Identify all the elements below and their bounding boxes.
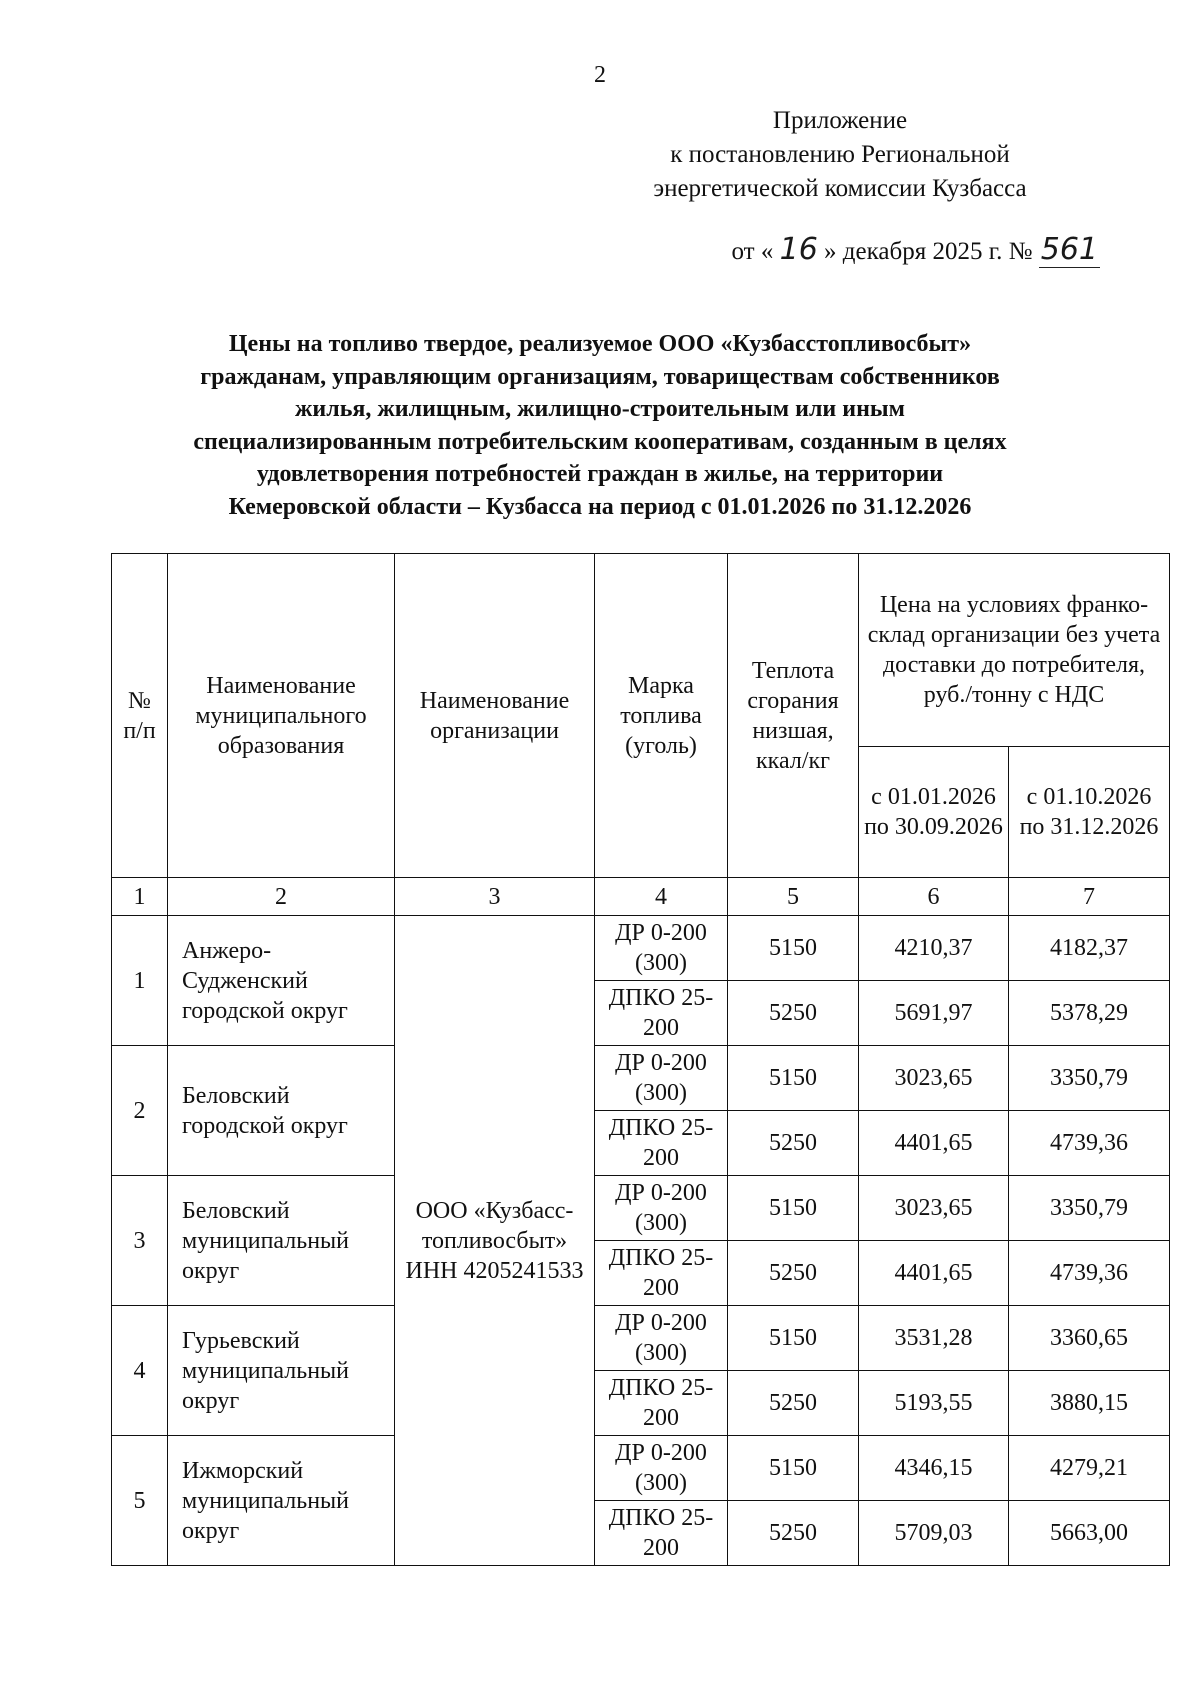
col-number: 6 [859, 878, 1009, 916]
table-row [112, 916, 1170, 981]
heat-value: 5250 [728, 1111, 859, 1176]
fuel-brand: ДР 0-200 (300) [595, 916, 728, 981]
fuel-brand: ДПКО 25-200 [595, 981, 728, 1046]
decree-day-handwritten: 16 [779, 232, 818, 267]
fuel-brand: ДР 0-200 (300) [595, 1046, 728, 1111]
appendix-line: энергетической комиссии Кузбасса [653, 175, 1027, 202]
col-number: 5 [728, 878, 859, 916]
price-period-2: 4182,37 [1009, 916, 1170, 981]
municipality-name: Беловский муниципальный округ [168, 1176, 395, 1306]
price-period-2: 5663,00 [1009, 1501, 1170, 1566]
municipality-name: Гурьевский муниципальный округ [168, 1306, 395, 1436]
heat-value: 5250 [728, 1241, 859, 1306]
price-period-2: 4739,36 [1009, 1241, 1170, 1306]
fuel-brand: ДПКО 25-200 [595, 1501, 728, 1566]
title-line: Кемеровской области – Кузбасса на период с 01.01.2026 по 31.12.2026 [228, 493, 972, 520]
row-number: 3 [112, 1176, 168, 1306]
fuel-brand: ДПКО 25-200 [595, 1241, 728, 1306]
price-period-1: 4401,65 [859, 1241, 1009, 1306]
heat-value: 5150 [728, 1436, 859, 1501]
header-organization: Наименование организации [395, 554, 595, 878]
price-period-2: 5378,29 [1009, 981, 1170, 1046]
heat-value: 5250 [728, 981, 859, 1046]
header-brand: Марка топлива (уголь) [595, 554, 728, 878]
heat-value: 5150 [728, 1046, 859, 1111]
municipality-name: Ижморский муниципальный округ [168, 1436, 395, 1566]
price-period-2: 3350,79 [1009, 1046, 1170, 1111]
organization-name: ООО «Кузбасс-топливосбыт» ИНН 4205241533 [395, 916, 595, 1566]
fuel-brand: ДР 0-200 (300) [595, 1176, 728, 1241]
price-period-2: 4739,36 [1009, 1111, 1170, 1176]
price-period-1: 5709,03 [859, 1501, 1009, 1566]
row-number: 1 [112, 916, 168, 1046]
price-period-1: 4401,65 [859, 1111, 1009, 1176]
price-period-1: 5691,97 [859, 981, 1009, 1046]
col-number: 3 [395, 878, 595, 916]
decree-prefix: от « [731, 238, 774, 265]
price-period-2: 3350,79 [1009, 1176, 1170, 1241]
row-number: 2 [112, 1046, 168, 1176]
appendix-line: Приложение [772, 107, 908, 134]
municipality-name: Беловский городской округ [168, 1046, 395, 1176]
price-period-1: 3531,28 [859, 1306, 1009, 1371]
header-municipality: Наименование муниципального образования [168, 554, 395, 878]
col-number: 1 [112, 878, 168, 916]
title-line: Цены на топливо твердое, реализуемое ООО «Кузбасстопливосбыт» [228, 331, 972, 357]
header-price: Цена на условиях франко-склад организации без учета доставки до потребителя, руб./тонну с НДС [859, 554, 1170, 747]
fuel-brand: ДР 0-200 (300) [595, 1436, 728, 1501]
document-title [100, 328, 1100, 523]
appendix-block [620, 104, 1060, 206]
title-line: удовлетворения потребностей граждан в жилье, на территории [256, 461, 944, 487]
table-row [112, 1046, 1170, 1111]
heat-value: 5150 [728, 1176, 859, 1241]
price-period-1: 4346,15 [859, 1436, 1009, 1501]
municipality-name: Анжеро-Судженский городской округ [168, 916, 395, 1046]
row-number: 5 [112, 1436, 168, 1566]
table-row [112, 1306, 1170, 1371]
price-period-1: 4210,37 [859, 916, 1009, 981]
fuel-brand: ДПКО 25-200 [595, 1371, 728, 1436]
col-number: 7 [1009, 878, 1170, 916]
price-period-1: 5193,55 [859, 1371, 1009, 1436]
price-period-2: 3880,15 [1009, 1371, 1170, 1436]
heat-value: 5250 [728, 1501, 859, 1566]
price-period-2: 4279,21 [1009, 1436, 1170, 1501]
title-line: жилья, жилищным, жилищно-строительным или иным [295, 396, 905, 422]
page-number: 2 [594, 62, 606, 88]
title-line: гражданам, управляющим организациям, товариществам собственников [200, 363, 1000, 390]
header-period-1: с 01.01.2026 по 30.09.2026 [859, 747, 1009, 878]
fuel-brand: ДПКО 25-200 [595, 1111, 728, 1176]
table-row [112, 1176, 1170, 1241]
price-period-1: 3023,65 [859, 1046, 1009, 1111]
decree-number-handwritten: 561 [1040, 232, 1098, 267]
appendix-line: к постановлению Региональной [670, 141, 1010, 168]
row-number: 4 [112, 1306, 168, 1436]
col-number: 2 [168, 878, 395, 916]
heat-value: 5150 [728, 1306, 859, 1371]
title-line: специализированным потребительским кооперативам, созданным в целях [193, 428, 1007, 455]
table-row [112, 1436, 1170, 1501]
fuel-brand: ДР 0-200 (300) [595, 1306, 728, 1371]
header-heat: Теплота сгорания низшая, ккал/кг [728, 554, 859, 878]
price-table [111, 553, 1170, 1566]
header-period-2: с 01.10.2026 по 31.12.2026 [1009, 747, 1170, 878]
heat-value: 5250 [728, 1371, 859, 1436]
heat-value: 5150 [728, 916, 859, 981]
price-period-2: 3360,65 [1009, 1306, 1170, 1371]
price-period-1: 3023,65 [859, 1176, 1009, 1241]
col-number: 4 [595, 878, 728, 916]
header-num: № п/п [112, 554, 168, 878]
decree-line [0, 232, 1100, 268]
decree-middle: » декабря 2025 г. № [824, 238, 1033, 265]
